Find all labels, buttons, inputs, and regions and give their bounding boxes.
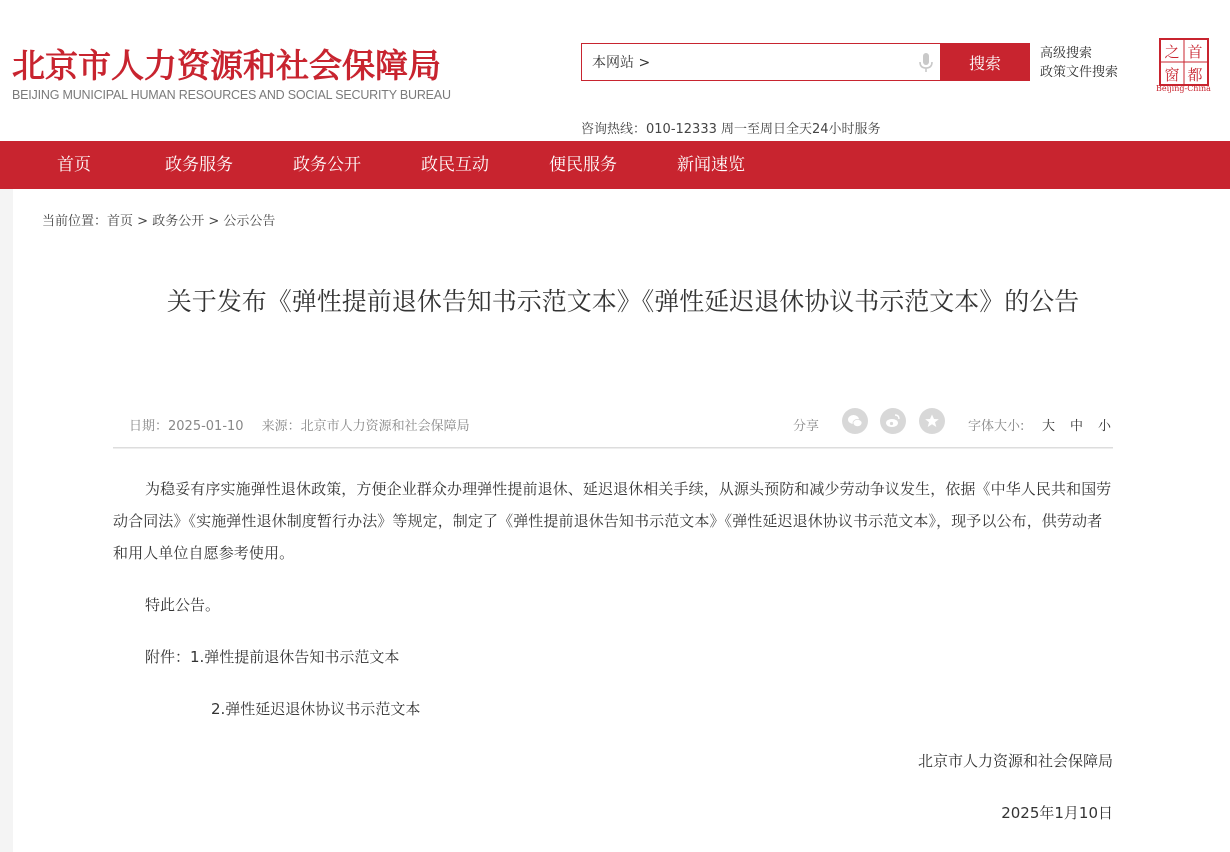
wechat-share-icon[interactable] <box>842 408 868 434</box>
nav-item-news[interactable]: 新闻速览 <box>677 155 745 175</box>
microphone-icon[interactable] <box>918 52 934 74</box>
site-logo-english: BEIJING MUNICIPAL HUMAN RESOURCES AND SOCIAL SECURITY BUREAU <box>12 88 451 102</box>
main-nav <box>0 141 1230 189</box>
share-label: 分享 <box>793 419 820 434</box>
font-size-large[interactable]: 大 <box>1042 419 1056 434</box>
font-size-label: 字体大小: <box>968 419 1025 434</box>
breadcrumb-item-home[interactable]: 首页 <box>107 214 134 229</box>
font-size-small[interactable]: 小 <box>1098 419 1112 434</box>
breadcrumb-separator: > <box>133 214 153 229</box>
nav-item-interaction[interactable]: 政民互动 <box>421 155 489 175</box>
article-source: 来源：北京市人力资源和社会保障局 <box>261 419 470 434</box>
signature-organization: 北京市人力资源和社会保障局 <box>917 752 1113 770</box>
site-logo-chinese[interactable]: 北京市人力资源和社会保障局 <box>12 46 441 85</box>
svg-text:之: 之 <box>1164 43 1180 61</box>
search-input[interactable] <box>662 46 896 78</box>
nav-item-government-services[interactable]: 政务服务 <box>165 155 233 175</box>
article-title: 关于发布《弹性提前退休告知书示范文本》《弹性延迟退休协议书示范文本》的公告 <box>166 287 1080 316</box>
hotline-text: 咨询热线：010-12333 周一至周日全天24小时服务 <box>581 122 881 137</box>
font-size-medium[interactable]: 中 <box>1070 419 1084 434</box>
svg-text:首: 首 <box>1187 43 1203 61</box>
article-paragraph: 特此公告。 <box>145 596 221 614</box>
search-box <box>581 43 940 81</box>
search-scope-selector[interactable]: 本网站 > <box>592 55 651 71</box>
nav-item-home[interactable]: 首页 <box>57 155 91 175</box>
policy-search-link[interactable]: 政策文件搜索 <box>1040 65 1119 80</box>
signature-date: 2025年1月10日 <box>1001 804 1113 822</box>
nav-item-government-affairs[interactable]: 政务公开 <box>293 155 361 175</box>
site-header <box>0 0 1230 141</box>
nav-item-public-services[interactable]: 便民服务 <box>549 155 617 175</box>
attachment-link-2[interactable]: 2.弹性延迟退休协议书示范文本 <box>211 700 421 718</box>
favorite-star-icon[interactable] <box>919 408 945 434</box>
article-meta <box>129 415 470 434</box>
article-paragraph: 为稳妥有序实施弹性退休政策，方便企业群众办理弹性提前退休、延迟退休相关手续，从源头预防和减少劳动争议发生，依据《中华人民共和国劳动合同法》《实施弹性退休制度暂行办法》等规定，制定了《弹性提前退休告知书示范文本》《弹性延迟退休协议书示范文本》，现予以公布，供劳动者和用人单位自愿参考使用。 <box>113 480 1112 562</box>
seal-english-label: Beijing-China <box>1156 84 1211 93</box>
meta-divider <box>113 447 1113 449</box>
svg-text:都: 都 <box>1187 66 1203 84</box>
breadcrumb-item-affairs[interactable]: 政务公开 <box>152 214 205 229</box>
breadcrumb-separator: > <box>204 214 224 229</box>
breadcrumb <box>42 210 275 229</box>
breadcrumb-item-announcements[interactable]: 公示公告 <box>223 214 276 229</box>
search-links <box>1040 44 1118 82</box>
attachment-link-1[interactable]: 附件：1.弹性提前退休告知书示范文本 <box>145 648 400 666</box>
svg-text:窗: 窗 <box>1164 66 1180 84</box>
article-date: 日期：2025-01-10 <box>129 419 244 434</box>
advanced-search-link[interactable]: 高级搜索 <box>1040 46 1093 61</box>
weibo-share-icon[interactable] <box>880 408 906 434</box>
article-container <box>13 189 1230 852</box>
breadcrumb-prefix: 当前位置： <box>42 214 108 229</box>
search-button[interactable]: 搜索 <box>940 43 1030 81</box>
